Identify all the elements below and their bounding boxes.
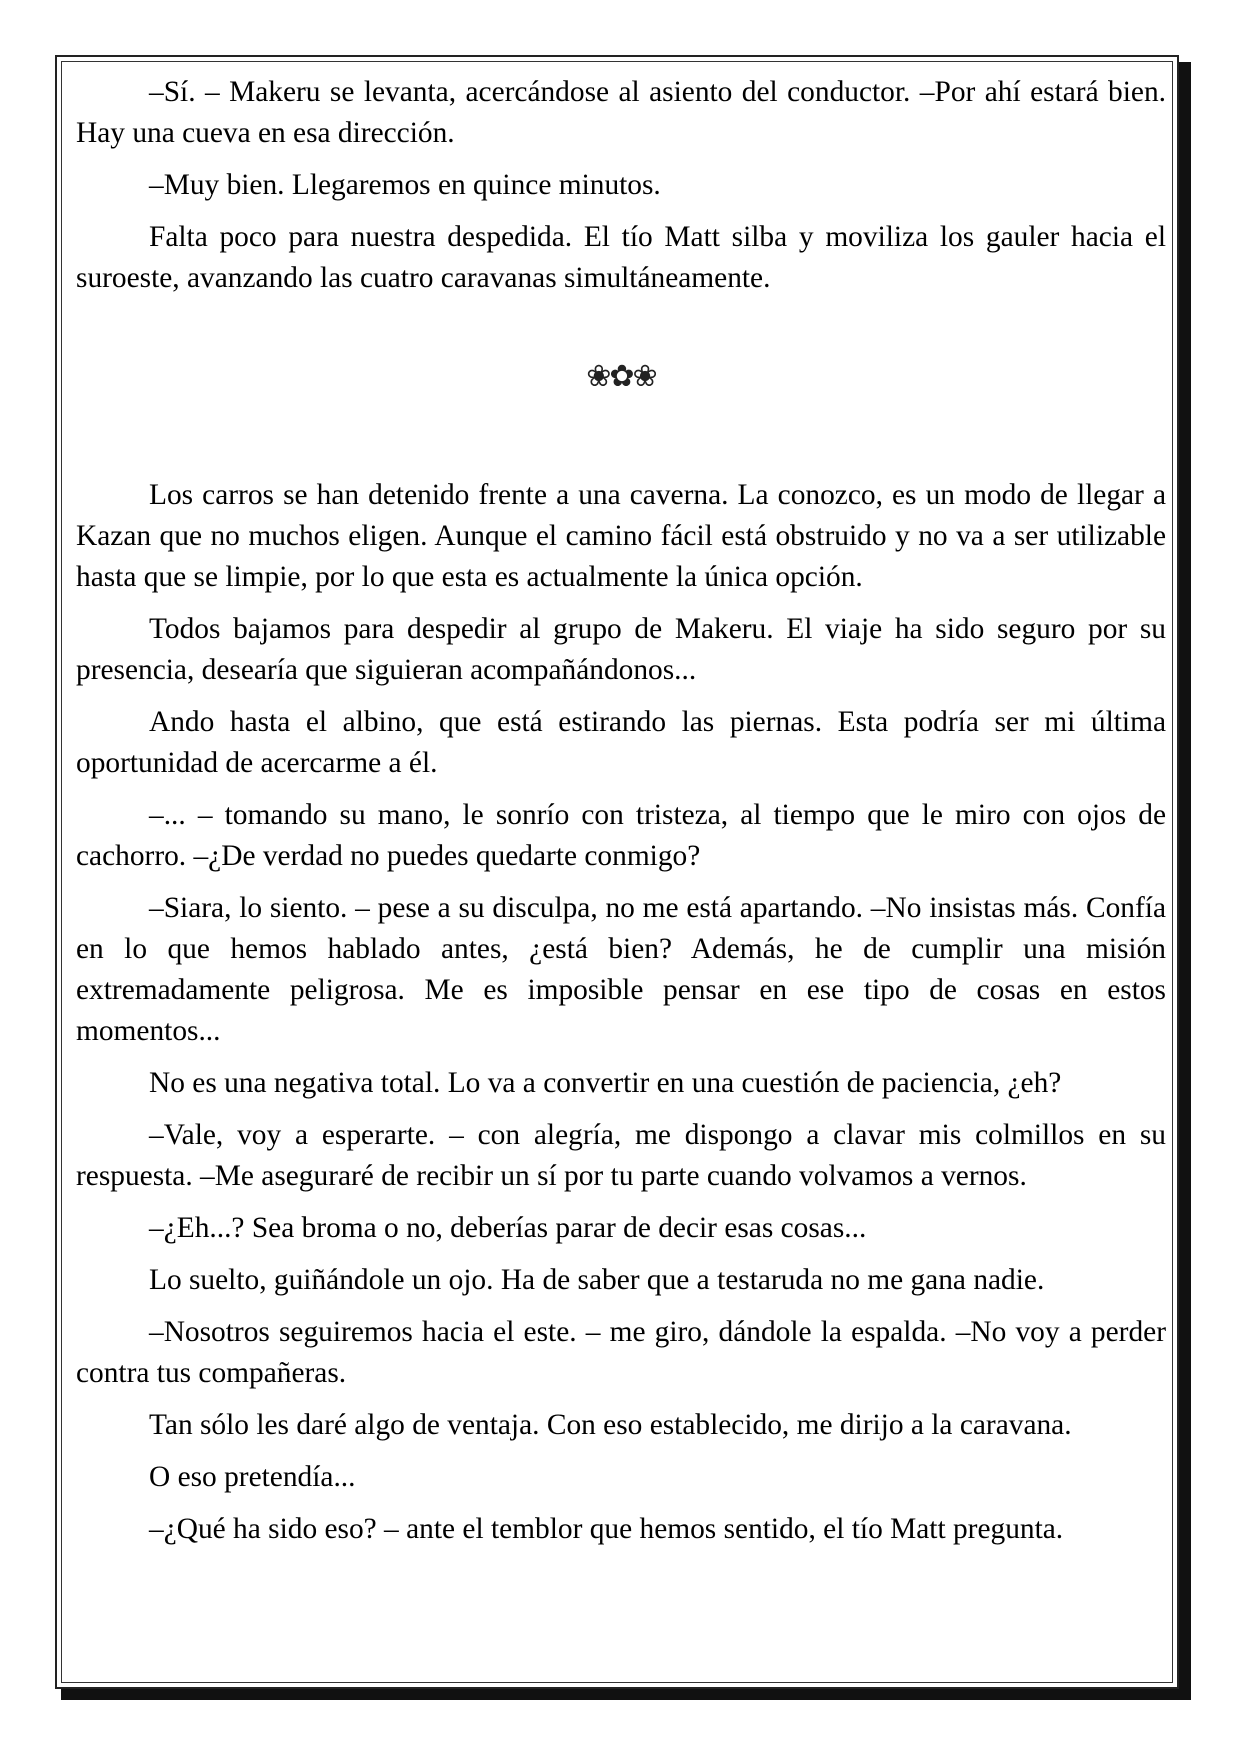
scene-break [76,299,1166,475]
paragraph: –¿Qué ha sido eso? – ante el temblor que hemos sentido, el tío Matt pregunta. [149,1513,1064,1545]
paragraph: –Sí. – Makeru se levanta, acercándose al asiento del conductor. –Por ahí estará bien. Hay una cueva en esa dirección. [76,76,1166,149]
paragraph: –Nosotros seguiremos hacia el este. – me giro, dándole la espalda. –No voy a perder contra tus compañeras. [76,1316,1166,1389]
paragraph: –... – tomando su mano, le sonrío con tristeza, al tiempo que le miro con ojos de cachorro. –¿De verdad no puedes quedarte conmigo? [76,799,1166,872]
flower-ornament-icon: ❀✿❀ [586,359,656,394]
paragraph: Los carros se han detenido frente a una caverna. La conozco, es un modo de llegar a Kazan que no muchos eligen. Aunque el camino fácil está obstruido y no va a ser utilizable hasta que se limpie, por lo que esta es actualmente la única opción. [76,479,1166,593]
paragraph: –¿Eh...? Sea broma o no, deberías parar de decir esas cosas... [149,1212,867,1244]
paragraph: –Siara, lo siento. – pese a su disculpa, no me está apartando. –No insistas más. Confía en lo que hemos hablado antes, ¿está bien? Además, he de cumplir una misión extremadamente peligrosa. Me es imposible pensar en ese tipo de cosas en estos momentos... [76,892,1166,1047]
page-text [76,72,1166,1550]
paragraph: –Vale, voy a esperarte. – con alegría, me dispongo a clavar mis colmillos en su respuesta. –Me aseguraré de recibir un sí por tu parte cuando volvamos a vernos. [76,1119,1166,1192]
paragraph: Ando hasta el albino, que está estirando las piernas. Esta podría ser mi última oportunidad de acercarme a él. [76,706,1166,779]
paragraph: Todos bajamos para despedir al grupo de Makeru. El viaje ha sido seguro por su presencia, desearía que siguieran acompañándonos... [76,613,1166,686]
paragraph: Tan sólo les daré algo de ventaja. Con eso establecido, me dirijo a la caravana. [149,1409,1072,1441]
paragraph: Lo suelto, guiñándole un ojo. Ha de saber que a testaruda no me gana nadie. [149,1264,1045,1296]
paragraph: No es una negativa total. Lo va a convertir en una cuestión de paciencia, ¿eh? [149,1067,1062,1099]
paragraph: Falta poco para nuestra despedida. El tío Matt silba y moviliza los gauler hacia el suroeste, avanzando las cuatro caravanas simultáneamente. [76,221,1166,294]
paragraph: O eso pretendía... [149,1461,356,1493]
paragraph: –Muy bien. Llegaremos en quince minutos. [149,169,661,201]
